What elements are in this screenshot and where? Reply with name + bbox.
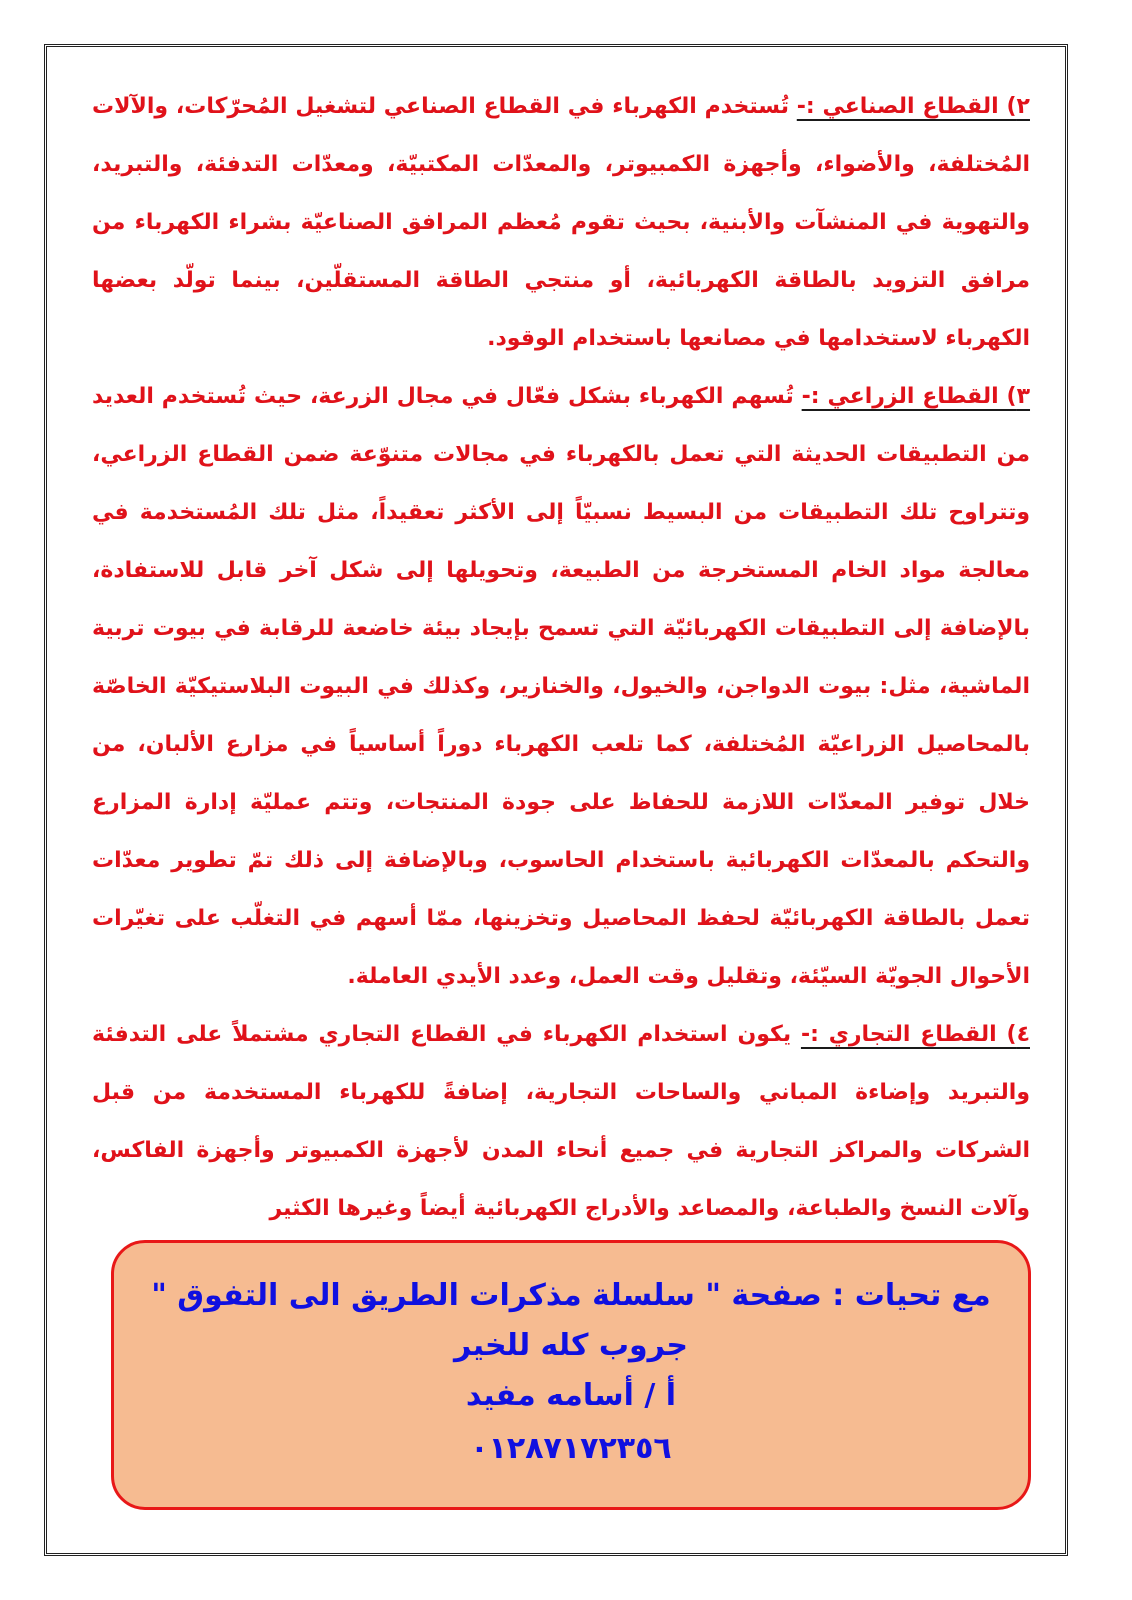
section-heading-industrial: ٢) القطاع الصناعي :- [796, 94, 1030, 119]
credits-author: أ / أسامه مفيد [465, 1378, 677, 1413]
credits-group-name: جروب كله للخير [454, 1328, 688, 1363]
section-heading-commercial: ٤) القطاع التجاري :- [800, 1022, 1030, 1047]
section-heading-agricultural: ٣) القطاع الزراعي :- [801, 384, 1031, 409]
section-text-agricultural: تُسهم الكهرباء بشكل فعّال في مجال الزرعة، حيث تُستخدم العديد من التطبيقات الحديثة التي تعمل بالكهرباء في مجالات متنوّعة ضمن القطاع الزراعي، وتتراوح تلك التطبيقات من البسيط نسبيّاً إلى الأكثر تعقيداً، مثل تلك المُستخدمة في معالجة مواد الخام المستخرجة من الطبيعة، وتحويلها إلى شكل آخر قابل للاستفادة، بالإضافة إلى التطبيقات الكهربائيّة التي تسمح بإيجاد بيئة خاضعة للرقابة في بيوت تربية الماشية، مثل: بيوت الدواجن، والخيول، والخنازير، وكذلك في البيوت البلاستيكيّة الخاصّة بالمحاصيل الزراعيّة المُختلفة، كما تلعب الكهرباء دوراً أساسياً في مزارع الألبان، من خلال توفير المعدّات اللازمة للحفاظ على جودة المنتجات، وتتم عمليّة إدارة المزارع والتحكم بالمعدّات الكهربائية باستخدام الحاسوب، وبالإضافة إلى ذلك تمّ تطوير معدّات تعمل بالطاقة الكهربائيّة لحفظ المحاصيل وتخزينها، ممّا أسهم في التغلّب على تغيّرات الأحوال الجويّة السيّئة، وتقليل وقت العمل، وعدد الأيدي العاملة. [92, 384, 1030, 989]
document-body [92, 78, 1030, 1238]
credits-page-name: مع تحيات : صفحة " سلسلة مذكرات الطريق الى التفوق " [151, 1278, 991, 1313]
section-text-industrial: تُستخدم الكهرباء في القطاع الصناعي لتشغيل المُحرّكات، والآلات المُختلفة، والأضواء، وأجهزة الكمبيوتر، والمعدّات المكتبيّة، ومعدّات التدفئة، والتبريد، والتهوية في المنشآت والأبنية، بحيث تقوم مُعظم المرافق الصناعيّة بشراء الكهرباء من مرافق التزويد بالطاقة الكهربائية، أو منتجي الطاقة المستقلّين، بينما تولّد بعضها الكهرباء لاستخدامها في مصانعها باستخدام الوقود. [92, 94, 1030, 351]
credits-phone-number: ٠١٢٨٧١٧٢٣٥٦ [470, 1431, 672, 1466]
section-industrial [92, 78, 1030, 368]
section-text-commercial: يكون استخدام الكهرباء في القطاع التجاري مشتملاً على التدفئة والتبريد وإضاءة المباني والساحات التجارية، إضافةً للكهرباء المستخدمة من قبل الشركات والمراكز التجارية في جميع أنحاء المدن لأجهزة الكمبيوتر وأجهزة الفاكس، وآلات النسخ والطباعة، والمصاعد والأدراج الكهربائية أيضاً وغيرها الكثير [92, 1022, 1030, 1221]
credits-box [111, 1240, 1031, 1510]
section-agricultural [92, 368, 1030, 1006]
section-commercial [92, 1006, 1030, 1238]
